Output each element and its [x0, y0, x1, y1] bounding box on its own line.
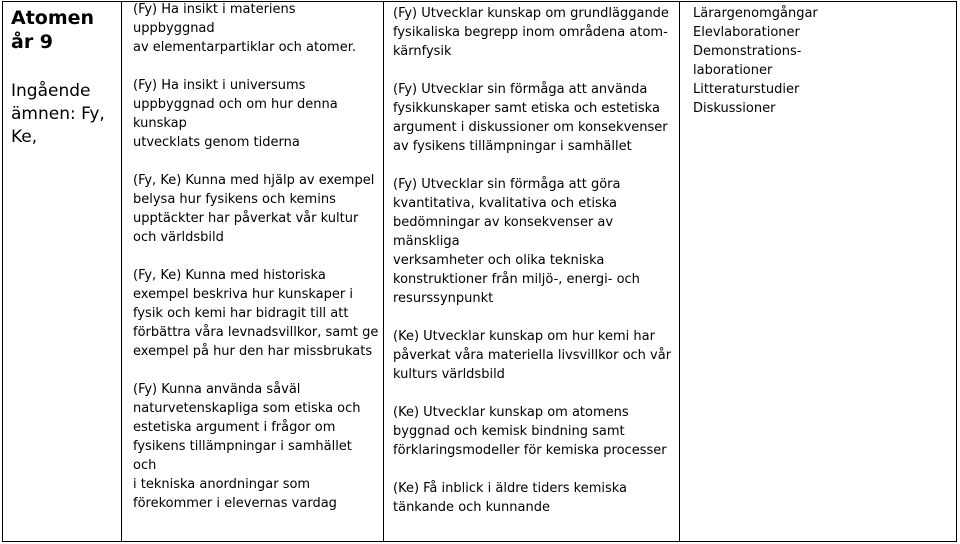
text-line: naturvetenskapliga som etiska och: [133, 401, 361, 416]
topic-subjects: [11, 80, 113, 149]
methods-cell: [680, 2, 957, 542]
text-line: estetiska argument i frågor om: [133, 420, 336, 435]
goals-cell: [122, 2, 384, 542]
text-line: (Ke) Utvecklar kunskap om atomens: [393, 405, 629, 420]
method-item: Diskussioner: [693, 101, 776, 116]
text-line: av fysikens tillämpningar i samhället: [393, 139, 632, 154]
goal-paragraph: [133, 171, 379, 247]
method-item: Demonstrations-: [693, 44, 802, 59]
text-line: exempel på hur den har missbrukats: [133, 344, 373, 359]
text-line: (Fy) Ha insikt i materiens uppbyggnad: [133, 2, 296, 36]
text-line: (Fy) Ha insikt i universums: [133, 78, 306, 93]
ability-paragraph: [393, 327, 673, 384]
ability-paragraph: [393, 479, 673, 517]
text-line: bedömningar av konsekvenser av mänskliga: [393, 215, 614, 249]
text-line: påverkat våra materiella livsvillkor och vår: [393, 348, 672, 363]
text-line: upptäckter har påverkat vår kultur: [133, 211, 359, 226]
text-line: kärnfysik: [393, 44, 452, 59]
curriculum-table: [2, 1, 957, 542]
text-line: i tekniska anordningar som: [133, 477, 311, 492]
text-line: (Fy) Utvecklar sin förmåga att göra: [393, 177, 621, 192]
text-line: uppbyggnad och om hur denna kunskap: [133, 97, 338, 131]
goal-paragraph: [133, 380, 379, 513]
text-line: tänkande och kunnande: [393, 500, 550, 515]
method-item: laborationer: [693, 63, 773, 78]
text-line: byggnad och kemisk bindning samt: [393, 424, 625, 439]
ability-paragraph: [393, 80, 673, 156]
topic-subjects-line: Ingående: [11, 81, 91, 101]
text-line: verksamheter och olika tekniska: [393, 253, 605, 268]
topic-title: [11, 6, 113, 54]
text-line: förekommer i elevernas vardag: [133, 496, 337, 511]
goal-paragraph: [133, 266, 379, 361]
goal-paragraph: [133, 76, 379, 152]
goal-paragraph: [133, 0, 379, 57]
method-item: Lärargenomgångar: [693, 6, 818, 21]
topic-cell: [3, 2, 122, 542]
text-line: argument i diskussioner om konsekvenser: [393, 120, 668, 135]
ability-paragraph: [393, 403, 673, 460]
method-item: Litteraturstudier: [693, 82, 800, 97]
text-line: belysa hur fysikens och kemins: [133, 192, 336, 207]
topic-title-line: år 9: [11, 31, 54, 53]
topic-title-line: Atomen: [11, 7, 95, 29]
text-line: exempel beskriva hur kunskaper i: [133, 287, 353, 302]
text-line: fysikkunskaper samt etiska och estetiska: [393, 101, 660, 116]
text-line: resurssynpunkt: [393, 291, 494, 306]
method-item: Elevlaborationer: [693, 25, 800, 40]
text-line: (Ke) Utvecklar kunskap om hur kemi har: [393, 329, 655, 344]
text-line: (Fy) Utvecklar kunskap om grundläggande: [393, 6, 669, 21]
abilities-cell: [384, 2, 680, 542]
text-line: kulturs världsbild: [393, 367, 505, 382]
ability-paragraph: [393, 4, 673, 61]
text-line: kvantitativa, kvalitativa och etiska: [393, 196, 618, 211]
text-line: (Ke) Få inblick i äldre tiders kemiska: [393, 481, 628, 496]
text-line: av elementarpartiklar och atomer.: [133, 40, 356, 55]
text-line: konstruktioner från miljö-, energi- och: [393, 272, 640, 287]
text-line: utvecklats genom tiderna: [133, 135, 300, 150]
topic-subjects-line: ämnen: Fy,: [11, 104, 105, 124]
text-line: (Fy) Utvecklar sin förmåga att använda: [393, 82, 648, 97]
ability-paragraph: [393, 175, 673, 308]
topic-subjects-line: Ke,: [11, 127, 38, 147]
text-line: och världsbild: [133, 230, 224, 245]
text-line: fysikens tillämpningar i samhället och: [133, 439, 352, 473]
text-line: fysikaliska begrepp inom områdena atom-: [393, 25, 668, 40]
text-line: förklaringsmodeller för kemiska processer: [393, 443, 667, 458]
text-line: förbättra våra levnadsvillkor, samt ge: [133, 325, 379, 340]
text-line: (Fy, Ke) Kunna med historiska: [133, 268, 326, 283]
text-line: (Fy) Kunna använda såväl: [133, 382, 301, 397]
text-line: fysik och kemi har bidragit till att: [133, 306, 349, 321]
text-line: (Fy, Ke) Kunna med hjälp av exempel: [133, 173, 375, 188]
table-row: [3, 2, 957, 542]
